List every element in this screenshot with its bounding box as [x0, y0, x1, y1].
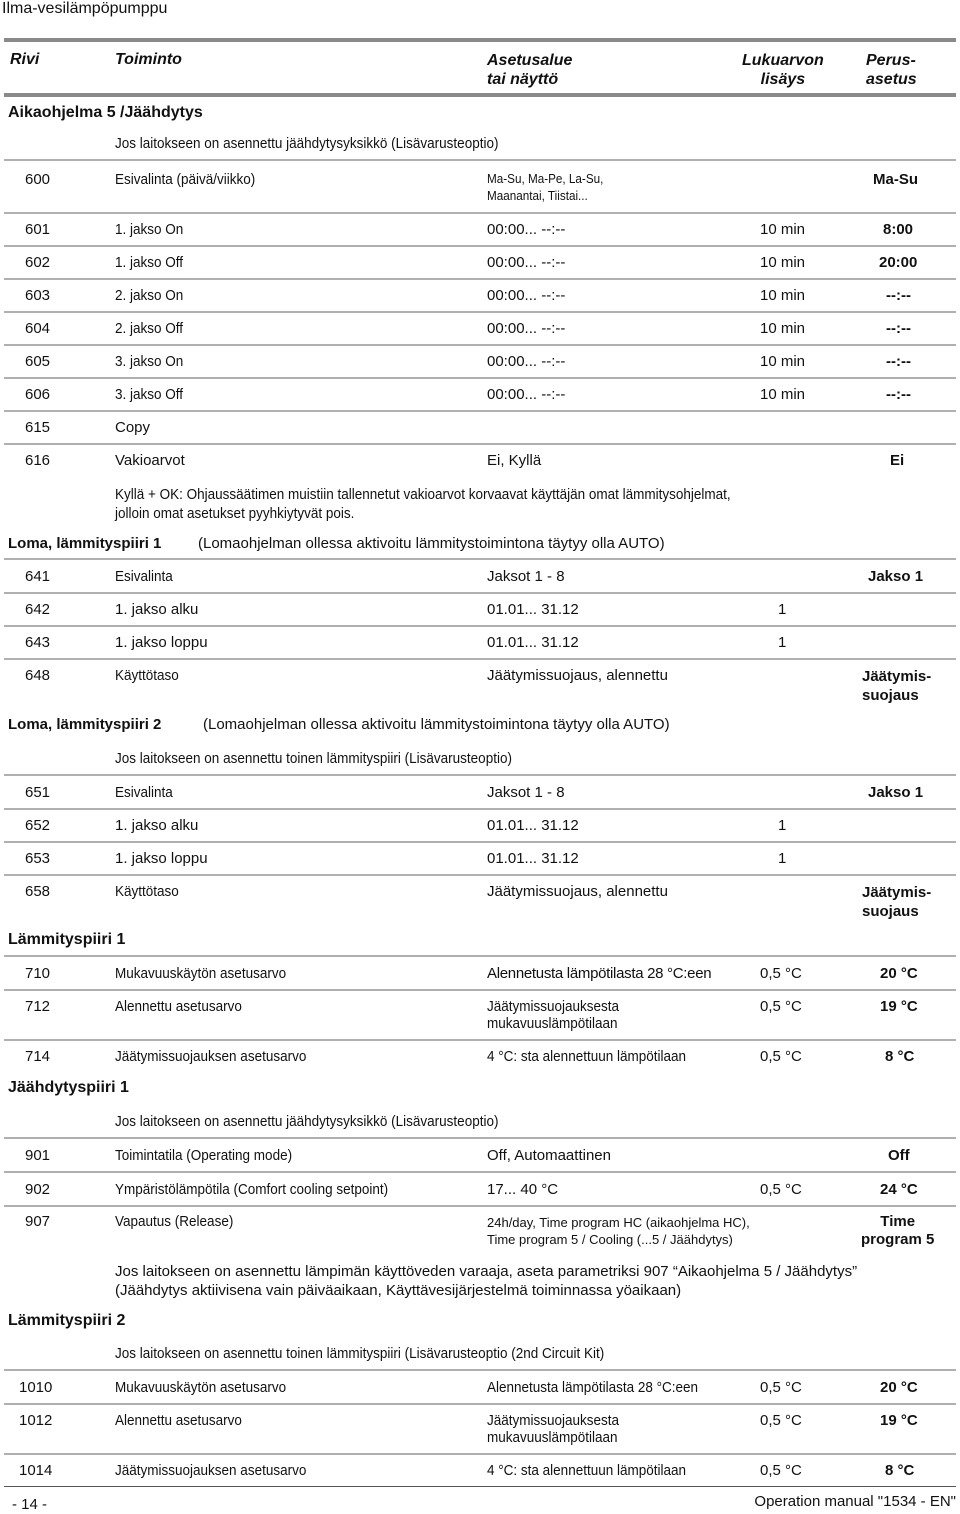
row-divider: [4, 1039, 956, 1041]
row-range: 01.01... 31.12: [487, 634, 579, 651]
row-range: Ma-Su, Ma-Pe, La-Su, Maanantai, Tiistai...: [487, 171, 604, 203]
row-default: Off: [888, 1147, 910, 1164]
row-function: 1. jakso loppu: [115, 634, 208, 651]
section-note: Jos laitokseen on asennettu toinen lämmityspiiri (Lisävarusteoptio (2nd Circuit Kit): [115, 1345, 605, 1362]
row-default: Jäätymis- suojaus: [862, 668, 932, 704]
row-step: 0,5 °C: [760, 1379, 802, 1396]
row-function: Käyttötaso: [115, 883, 179, 900]
row-default: 8 °C: [885, 1048, 915, 1065]
row-number: 712: [25, 998, 51, 1015]
row-divider: [4, 311, 956, 313]
row-divider: [4, 558, 956, 560]
row-number: 652: [25, 817, 51, 834]
row-step: 0,5 °C: [760, 965, 802, 982]
row-default: 20:00: [879, 254, 918, 271]
col-header-rivi: Rivi: [10, 51, 40, 68]
row-step: 10 min: [760, 254, 806, 271]
row-function: 1. jakso alku: [115, 817, 199, 834]
row-divider: [4, 1171, 956, 1173]
row-function: Esivalinta: [115, 568, 173, 585]
row-range: 4 °C: sta alennettuun lämpötilaan: [487, 1048, 687, 1065]
section-note: Jos laitokseen on asennettu jäähdytysyksikkö (Lisävarusteoptio): [115, 1113, 499, 1130]
row-step: 0,5 °C: [760, 1412, 802, 1429]
row-range: Ei, Kyllä: [487, 452, 542, 469]
row-divider: [4, 159, 956, 161]
row-function: 1. jakso On: [115, 221, 184, 238]
row-range: Jäätymissuojauksesta mukavuuslämpötilaan: [487, 1412, 620, 1446]
row-range: Jäätymissuojauksesta mukavuuslämpötilaan: [487, 998, 620, 1032]
row-default: 19 °C: [880, 1412, 918, 1429]
manual-label: Operation manual "1534 - EN": [754, 1493, 956, 1510]
row-default: 19 °C: [880, 998, 918, 1015]
row-range: 01.01... 31.12: [487, 601, 579, 618]
row-divider: [4, 592, 956, 594]
section-title-lammityspiiri-2: Lämmityspiiri 2: [8, 1312, 126, 1329]
row-function: 2. jakso Off: [115, 320, 184, 337]
row-range: 17... 40 °C: [487, 1181, 559, 1198]
row-step: 1: [778, 850, 787, 867]
section-note: (Lomaohjelman ollessa aktivoitu lämmitystoimintona täytyy olla AUTO): [198, 535, 665, 552]
row-divider: [4, 278, 956, 280]
section-title-loma-1: Loma, lämmityspiiri 1: [8, 535, 162, 552]
row-default: Jäätymis- suojaus: [862, 884, 932, 920]
row-number: 641: [25, 568, 51, 585]
row-range: Jäätymissuojaus, alennettu: [487, 667, 668, 684]
row-function: Esivalinta (päivä/viikko): [115, 171, 256, 188]
section-title-loma-2: Loma, lämmityspiiri 2: [8, 716, 162, 733]
row-range: Jäätymissuojaus, alennettu: [487, 883, 668, 900]
row-number: 1010: [19, 1379, 53, 1396]
row-function: Esivalinta: [115, 784, 173, 801]
row-divider: [4, 344, 956, 346]
row-divider: [4, 1205, 956, 1207]
row-step: 10 min: [760, 386, 806, 403]
row-step: 0,5 °C: [760, 1048, 802, 1065]
row-number: 643: [25, 634, 51, 651]
row-number: 1014: [19, 1462, 53, 1479]
row-function: Ympäristölämpötila (Comfort cooling setpoint): [115, 1181, 389, 1198]
row-divider: [4, 1453, 956, 1455]
row-step: 0,5 °C: [760, 998, 802, 1015]
footer-rule: [4, 1486, 956, 1487]
row-default: Time program 5: [861, 1213, 935, 1248]
row-divider: [4, 625, 956, 627]
row-default: --:--: [886, 353, 911, 370]
row-default: Ma-Su: [873, 171, 918, 188]
row-number: 603: [25, 287, 51, 304]
row-range: 00:00... --:--: [487, 353, 566, 370]
page-number: - 14 -: [12, 1496, 48, 1513]
row-function: Copy: [115, 419, 151, 436]
row-divider: [4, 1369, 956, 1371]
row-step: 1: [778, 817, 787, 834]
row-range: Alennetusta lämpötilasta 28 °C:een: [487, 1379, 699, 1396]
row-divider: [4, 874, 956, 876]
row-divider: [4, 410, 956, 412]
row-number: 600: [25, 171, 51, 188]
row-range: Jaksot 1 - 8: [487, 568, 565, 585]
row-number: 642: [25, 601, 51, 618]
row-range: 24h/day, Time program HC (aikaohjelma HC), Time program 5 / Cooling (...5 / Jäähdytys): [487, 1215, 750, 1247]
row-number: 616: [25, 452, 51, 469]
section-title-aikaohjelma: Aikaohjelma 5 /Jäähdytys: [8, 104, 203, 121]
row-default: 8:00: [883, 221, 914, 238]
row-number: 653: [25, 850, 51, 867]
row-range: 00:00... --:--: [487, 386, 566, 403]
row-divider: [4, 955, 956, 957]
row-range: 01.01... 31.12: [487, 817, 579, 834]
col-header-perusasetus: Perus- asetus: [866, 52, 917, 88]
row-function: Vakioarvot: [115, 452, 185, 469]
header-bottom-rule: [4, 93, 956, 97]
row-range: 4 °C: sta alennettuun lämpötilaan: [487, 1462, 687, 1479]
row-step: 10 min: [760, 353, 806, 370]
row-number: 907: [25, 1213, 51, 1230]
row-range: Jaksot 1 - 8: [487, 784, 565, 801]
row-default: 20 °C: [880, 965, 918, 982]
col-header-asetusalue: Asetusalue tai näyttö: [487, 52, 573, 88]
row-function: Mukavuuskäytön asetusarvo: [115, 965, 287, 982]
row-default: 24 °C: [880, 1181, 918, 1198]
row-default: --:--: [886, 287, 911, 304]
row-number: 651: [25, 784, 51, 801]
row-function: Alennettu asetusarvo: [115, 1412, 242, 1429]
row-step: 1: [778, 601, 787, 618]
row-range: 00:00... --:--: [487, 320, 566, 337]
row-function: Vapautus (Release): [115, 1213, 234, 1230]
row-function: 1. jakso alku: [115, 601, 199, 618]
section-note: (Lomaohjelman ollessa aktivoitu lämmitystoimintona täytyy olla AUTO): [203, 716, 670, 733]
row-divider: [4, 212, 956, 214]
row-function: Mukavuuskäytön asetusarvo: [115, 1379, 287, 1396]
row-number: 601: [25, 221, 51, 238]
section-note: Jos laitokseen on asennettu lämpimän käyttöveden varaaja, aseta parametriksi 907 “Aikaohjelma 5 / Jäähdytys” (Jäähdytys aktiivisena vain päiväaikaan, Käyttävesijärjestelmä toiminnassa yöaikaan): [115, 1263, 858, 1299]
row-step: 10 min: [760, 221, 806, 238]
row-range: 00:00... --:--: [487, 254, 566, 271]
row-divider: [4, 989, 956, 991]
row-default: 20 °C: [880, 1379, 918, 1396]
section-note: Jos laitokseen on asennettu jäähdytysyksikkö (Lisävarusteoptio): [115, 135, 499, 152]
row-number: 602: [25, 254, 51, 271]
row-number: 710: [25, 965, 51, 982]
row-number: 615: [25, 419, 51, 436]
page-title: Ilma-vesilämpöpumppu: [2, 0, 168, 17]
row-divider: [4, 658, 956, 660]
row-divider: [4, 443, 956, 445]
row-number: 606: [25, 386, 51, 403]
row-number: 714: [25, 1048, 51, 1065]
row-default: Jakso 1: [868, 568, 924, 585]
row-divider: [4, 1403, 956, 1405]
row-step: 0,5 °C: [760, 1462, 802, 1479]
row-divider: [4, 841, 956, 843]
row-function: 1. jakso Off: [115, 254, 184, 271]
row-range: 00:00... --:--: [487, 221, 566, 238]
row-step: 1: [778, 634, 787, 651]
row-range: Off, Automaattinen: [487, 1147, 611, 1164]
row-number: 648: [25, 667, 51, 684]
row-note: Kyllä + OK: Ohjaussäätimen muistiin tallennetut vakioarvot korvaavat käyttäjän omat lämmitysohjelmat, jolloin omat asetukset pyyhkiytyvät pois.: [115, 486, 731, 522]
row-number: 1012: [19, 1412, 53, 1429]
row-function: 3. jakso Off: [115, 386, 184, 403]
row-divider: [4, 377, 956, 379]
row-function: 2. jakso On: [115, 287, 184, 304]
row-function: 3. jakso On: [115, 353, 184, 370]
row-divider: [4, 808, 956, 810]
section-title-jaahdytyspiiri-1: Jäähdytyspiiri 1: [8, 1079, 129, 1096]
row-number: 604: [25, 320, 51, 337]
row-default: --:--: [886, 386, 911, 403]
row-function: Toimintatila (Operating mode): [115, 1147, 293, 1164]
row-range: Alennetusta lämpötilasta 28 °C:een: [487, 965, 712, 982]
section-title-lammityspiiri-1: Lämmityspiiri 1: [8, 931, 126, 948]
row-default: Jakso 1: [868, 784, 924, 801]
header-top-rule: [4, 38, 956, 42]
row-step: 0,5 °C: [760, 1181, 802, 1198]
row-divider: [4, 1137, 956, 1139]
row-divider: [4, 774, 956, 776]
row-number: 658: [25, 883, 51, 900]
row-function: Jäätymissuojauksen asetusarvo: [115, 1048, 307, 1065]
col-header-lukuarvon: Lukuarvon lisäys: [742, 52, 824, 88]
row-range: 01.01... 31.12: [487, 850, 579, 867]
col-header-toiminto: Toiminto: [115, 51, 182, 68]
row-function: Jäätymissuojauksen asetusarvo: [115, 1462, 307, 1479]
row-number: 902: [25, 1181, 51, 1198]
row-divider: [4, 245, 956, 247]
row-range: 00:00... --:--: [487, 287, 566, 304]
row-function: Alennettu asetusarvo: [115, 998, 242, 1015]
section-note: Jos laitokseen on asennettu toinen lämmityspiiri (Lisävarusteoptio): [115, 750, 512, 767]
row-step: 10 min: [760, 287, 806, 304]
row-function: Käyttötaso: [115, 667, 179, 684]
row-number: 605: [25, 353, 51, 370]
row-default: --:--: [886, 320, 911, 337]
row-default: 8 °C: [885, 1462, 915, 1479]
row-step: 10 min: [760, 320, 806, 337]
row-function: 1. jakso loppu: [115, 850, 208, 867]
row-default: Ei: [890, 452, 905, 469]
row-number: 901: [25, 1147, 51, 1164]
